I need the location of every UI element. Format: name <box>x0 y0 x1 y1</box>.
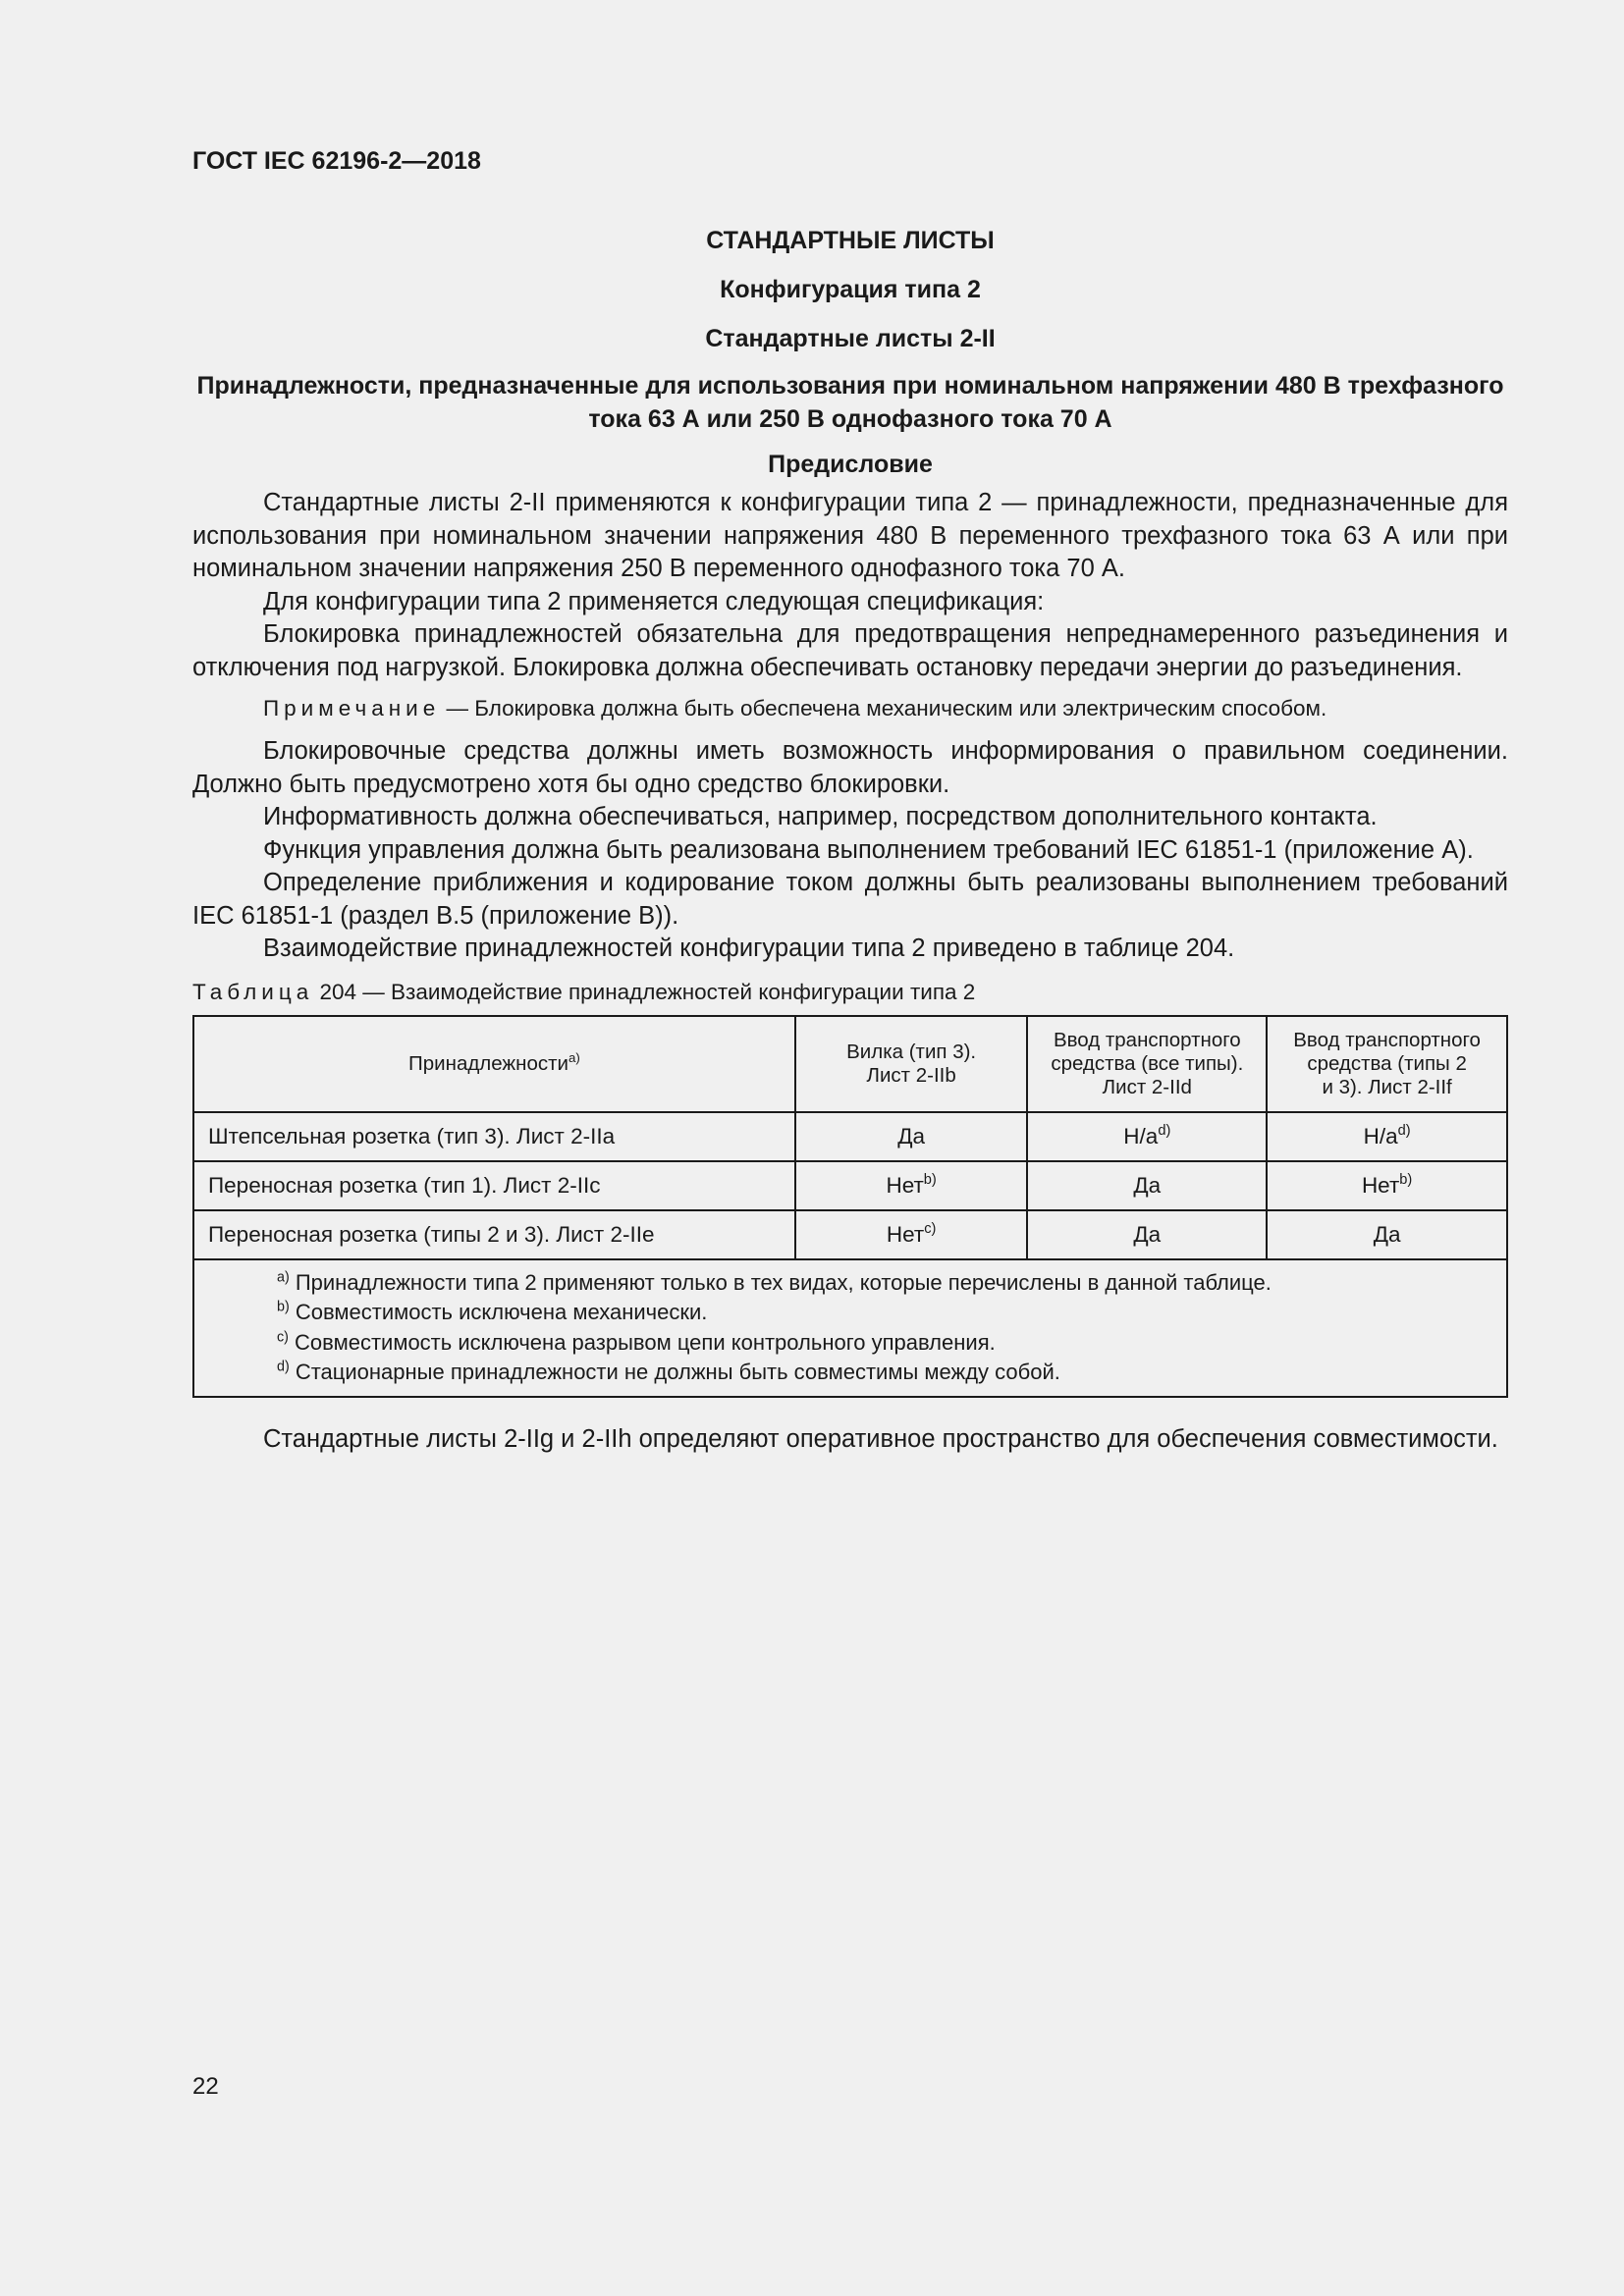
table-row <box>193 1161 1507 1210</box>
table-caption <box>192 980 1508 1005</box>
paragraph: Блокировка принадлежностей обязательна для предотвращения непреднамеренного разъединения и отключения под нагрузкой. Блокировка должна обеспечивать остановку передачи энергии до разъединения. <box>192 620 1508 681</box>
column-header: Ввод транспортного средства (типы 2 и 3). Лист 2-IIf <box>1267 1016 1507 1112</box>
column-header: Ввод транспортного средства (все типы). Лист 2-IId <box>1027 1016 1267 1112</box>
row-label: Переносная розетка (типы 2 и 3). Лист 2-IIe <box>193 1210 795 1259</box>
configuration-title: Конфигурация типа 2 <box>720 276 981 303</box>
table-cell: Да <box>795 1112 1028 1161</box>
accessories-title: Принадлежности, предназначенные для использования при номинальном напряжении 480 В трехфазного тока 63 А или 250 В однофазного тока 70 А <box>196 372 1504 433</box>
table-header-row <box>193 1016 1507 1112</box>
paragraph: Для конфигурации типа 2 применяется следующая спецификация: <box>263 587 1045 615</box>
table-cell: Нет$^{b)}$ <box>795 1161 1028 1210</box>
footnote: $^{b)}$ Совместимость исключена механически. <box>277 1299 708 1324</box>
column-header: Вилка (тип 3). Лист 2-IIb <box>795 1016 1028 1112</box>
table-cell: $Н/а^{d)}$ <box>1027 1112 1267 1161</box>
table-caption-label: Таблица <box>192 979 314 1004</box>
section-title: СТАНДАРТНЫЕ ЛИСТЫ <box>706 227 995 254</box>
column-header: Принадлежности$^{a)}$ <box>193 1016 795 1112</box>
document-header: ГОСТ IEC 62196-2—2018 <box>192 147 481 175</box>
sheets-title: Стандартные листы 2-II <box>705 325 996 352</box>
page-content <box>192 224 1508 1456</box>
paragraph: Определение приближения и кодирование током должны быть реализованы выполнением требований IEC 61851-1 (раздел В.5 (приложение В)). <box>192 869 1508 930</box>
table-footnotes-row <box>193 1259 1507 1397</box>
paragraph: Блокировочные средства должны иметь возможность информирования о правильном соединении. Должно быть предусмотрено хотя бы одно средство блокировки. <box>192 737 1508 798</box>
paragraph: Взаимодействие принадлежностей конфигурации типа 2 приведено в таблице 204. <box>263 934 1235 962</box>
table-cell: Да <box>1267 1210 1507 1259</box>
paragraph: Функция управления должна быть реализована выполнением требований IEC 61851-1 (приложение А). <box>263 835 1474 864</box>
paragraph: Стандартные листы 2-II применяются к конфигурации типа 2 — принадлежности, предназначенные для использования при номинальном значении напряжения 480 В переменного трехфазного тока 63 А или при номинальном значении напряжения 250 В переменного однофазного тока 70 А. <box>192 489 1508 582</box>
table-cell: Да <box>1027 1161 1267 1210</box>
row-label: Переносная розетка (тип 1). Лист 2-IIc <box>193 1161 795 1210</box>
page-number: 22 <box>192 2073 219 2100</box>
footnote: $^{a)}$ Принадлежности типа 2 применяют только в тех видах, которые перечислены в данной таблице. <box>277 1268 1272 1295</box>
table-row <box>193 1112 1507 1161</box>
table-caption-text: 204 — Взаимодействие принадлежностей конфигурации типа 2 <box>313 979 976 1004</box>
closing-paragraph: Стандартные листы 2-IIg и 2-IIh определяют оперативное пространство для обеспечения совместимости. <box>263 1424 1498 1453</box>
foreword-title: Предисловие <box>768 451 933 478</box>
compatibility-table <box>192 1015 1508 1398</box>
table-row <box>193 1210 1507 1259</box>
table-cell: Да <box>1027 1210 1267 1259</box>
footnote: $^{d)}$ Стационарные принадлежности не должны быть совместимы между собой. <box>277 1359 1060 1384</box>
table-cell: Нет$^{c)}$ <box>795 1210 1028 1259</box>
note-label: Примечание <box>263 696 441 721</box>
footnote: $^{c)}$ Совместимость исключена разрывом цепи контрольного управления. <box>277 1328 996 1355</box>
note <box>192 694 1508 723</box>
table-cell: Нет$^{b)}$ <box>1267 1161 1507 1210</box>
row-label: Штепсельная розетка (тип 3). Лист 2-IIa <box>193 1112 795 1161</box>
table-cell: $Н/а^{d)}$ <box>1267 1112 1507 1161</box>
table-footnotes <box>193 1259 1507 1397</box>
paragraph: Информативность должна обеспечиваться, например, посредством дополнительного контакта. <box>263 803 1378 830</box>
note-text: — Блокировка должна быть обеспечена механическим или электрическим способом. <box>440 696 1327 721</box>
